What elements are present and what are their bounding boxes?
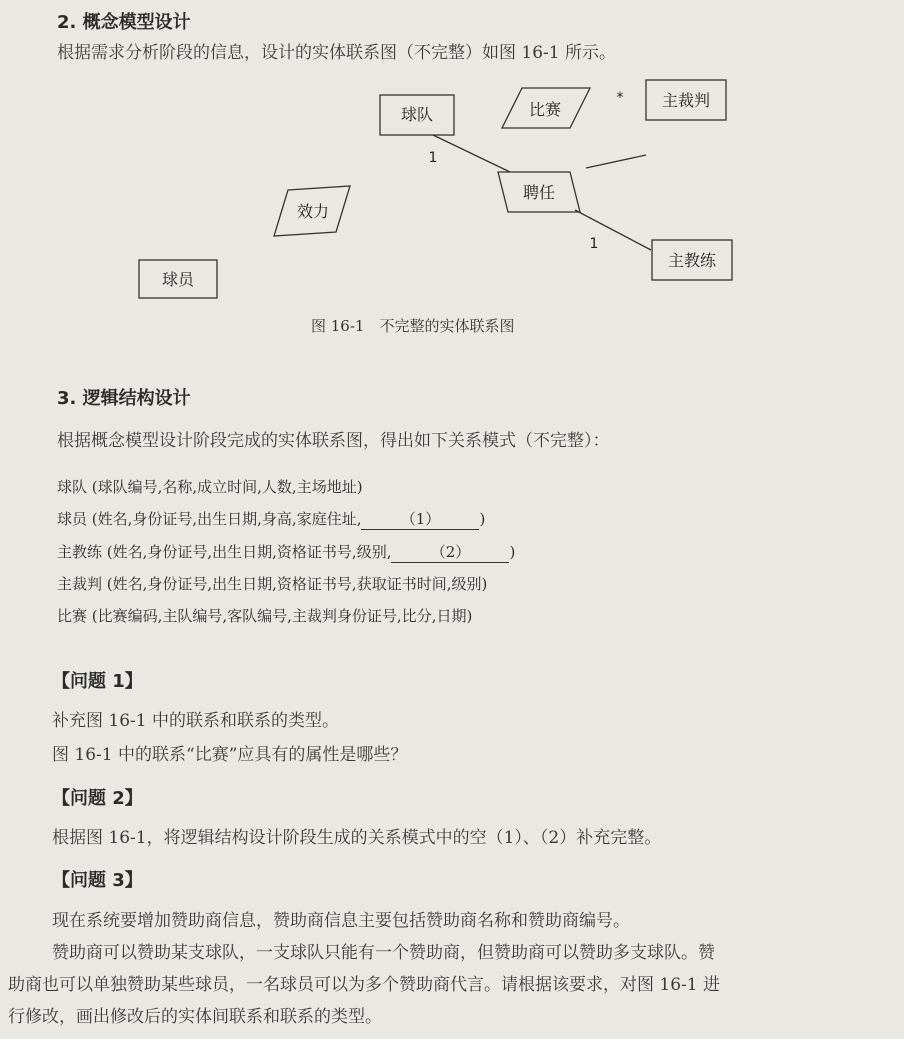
question3-line1: 现在系统要增加赞助商信息，赞助商信息主要包括赞助商名称和赞助商编号。 <box>52 911 630 931</box>
question3-line2: 赞助商可以赞助某支球队，一支球队只能有一个赞助商，但赞助商可以赞助多支球队。赞 <box>52 943 715 963</box>
relation-match <box>502 88 590 128</box>
entity-coach <box>652 240 732 280</box>
entity-team <box>380 95 454 135</box>
entity-referee-label: 主裁判 <box>661 91 711 110</box>
relation-serve-label: 效力 <box>296 202 330 221</box>
section2-heading: 2. 概念模型设计 <box>57 12 191 33</box>
section3-heading: 3. 逻辑结构设计 <box>57 388 191 409</box>
question3-line4: 行修改，画出修改后的实体间联系和联系的类型。 <box>8 1007 382 1027</box>
relation-coach <box>57 541 515 563</box>
relation-serve <box>274 186 350 236</box>
question3-title: 【问题 3】 <box>52 870 143 891</box>
relation-team: 球队 (球队编号,名称,成立时间,人数,主场地址) <box>57 478 363 496</box>
relation-hire-label: 聘任 <box>522 183 556 202</box>
blank-1: （1） <box>361 508 479 530</box>
question2-line1: 根据图 16-1，将逻辑结构设计阶段生成的关系模式中的空（1）、（2）补充完整。 <box>52 828 662 848</box>
relation-player-suffix: ) <box>479 510 486 528</box>
entity-player-label: 球员 <box>161 270 195 289</box>
blank-2: （2） <box>391 541 509 563</box>
question1-line2: 图 16-1 中的联系“比赛”应具有的属性是哪些？ <box>52 745 408 765</box>
question1-line1: 补充图 16-1 中的联系和联系的类型。 <box>52 711 339 731</box>
line-match-referee <box>586 155 646 168</box>
relation-coach-prefix: 主教练 (姓名,身份证号,出生日期,资格证书号,级别, <box>57 543 392 561</box>
relation-player-prefix: 球员 (姓名,身份证号,出生日期,身高,家庭住址, <box>57 510 362 528</box>
card-team-hire: 1 <box>428 150 438 166</box>
line-team-hire <box>433 135 510 172</box>
relation-coach-suffix: ) <box>509 543 516 561</box>
relation-hire <box>498 172 580 212</box>
section2-intro: 根据需求分析阶段的信息，设计的实体联系图（不完整）如图 16-1 所示。 <box>57 43 616 63</box>
relation-referee: 主裁判 (姓名,身份证号,出生日期,资格证书号,获取证书时间,级别) <box>57 575 488 593</box>
card-match-referee: * <box>616 90 624 106</box>
question3-line3: 助商也可以单独赞助某些球员，一名球员可以为多个赞助商代言。请根据该要求，对图 16-1 进 <box>8 975 720 995</box>
entity-referee <box>646 80 726 120</box>
relation-player <box>57 508 485 530</box>
figure-caption: 图 16-1 不完整的实体联系图 <box>311 317 515 335</box>
card-hire-coach: 1 <box>589 236 599 252</box>
entity-coach-label: 主教练 <box>667 251 717 270</box>
entity-player <box>139 260 217 298</box>
entity-team-label: 球队 <box>400 105 434 124</box>
relation-match-label: 比赛 <box>528 100 562 119</box>
question1-title: 【问题 1】 <box>52 671 143 692</box>
line-hire-coach <box>575 210 651 250</box>
question2-title: 【问题 2】 <box>52 788 143 809</box>
section3-intro: 根据概念模型设计阶段完成的实体联系图，得出如下关系模式（不完整）： <box>57 431 610 451</box>
relation-match-schema: 比赛 (比赛编码,主队编号,客队编号,主裁判身份证号,比分,日期) <box>57 607 473 625</box>
